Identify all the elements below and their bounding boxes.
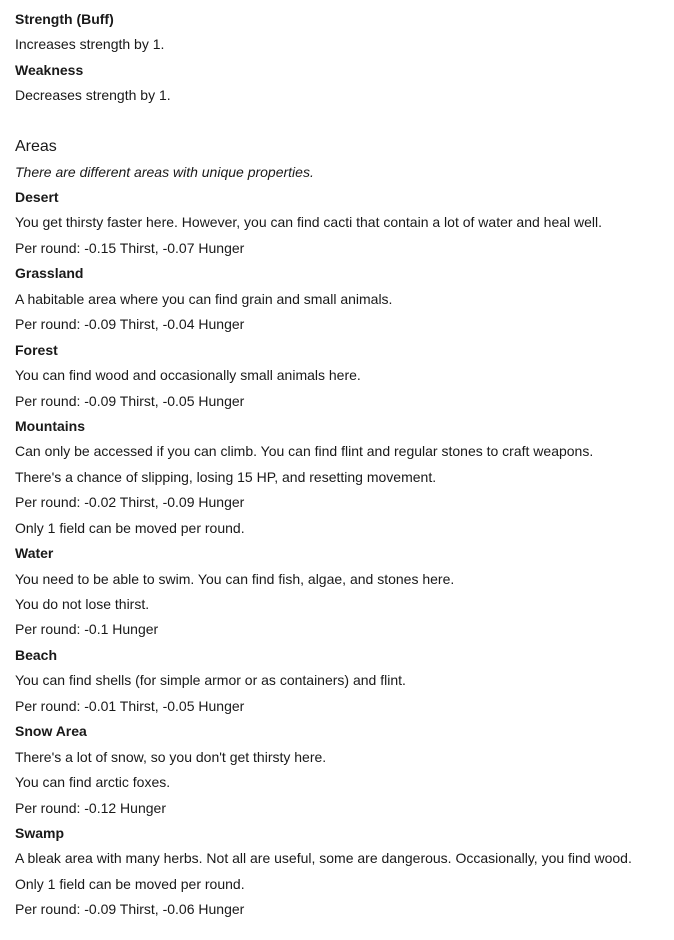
effect-heading-strength: Strength (Buff) [15, 11, 114, 27]
effect-description: Decreases strength by 1. [15, 87, 171, 104]
area-heading-beach: Beach [15, 646, 58, 663]
area-per-round: Per round: -0.15 Thirst, -0.07 Hunger [15, 239, 245, 256]
area-heading-desert: Desert [15, 189, 59, 206]
area-per-round: Per round: -0.1 Hunger [15, 621, 159, 638]
areas-intro: There are different areas with unique properties. [15, 163, 314, 180]
area-line: A bleak area with many herbs. Not all are useful, some are dangerous. Occasionally, you find wood. [15, 850, 632, 867]
area-per-round: Per round: -0.09 Thirst, -0.04 Hunger [15, 316, 245, 333]
area-per-round: Per round: -0.09 Thirst, -0.06 Hunger [15, 901, 245, 918]
area-line: A habitable area where you can find grain and small animals. [15, 290, 393, 307]
area-line: There's a chance of slipping, losing 15 HP, and resetting movement. [15, 468, 437, 485]
area-heading-grassland: Grassland [15, 265, 84, 282]
area-per-round: Per round: -0.09 Thirst, -0.05 Hunger [15, 392, 245, 409]
blank-line [15, 109, 654, 134]
area-heading-mountains: Mountains [15, 417, 85, 434]
area-line: You do not lose thirst. [15, 596, 150, 613]
area-line: You can find shells (for simple armor or as containers) and flint. [15, 672, 406, 689]
section-title-areas: Areas [15, 138, 57, 156]
area-line: You need to be able to swim. You can find fish, algae, and stones here. [15, 570, 455, 587]
area-heading-snow-area: Snow Area [15, 723, 87, 740]
area-line: Can only be accessed if you can climb. You can find flint and regular stones to craft weapons. [15, 443, 594, 460]
area-line: Only 1 field can be moved per round. [15, 875, 245, 892]
area-heading-water: Water [15, 545, 54, 562]
area-per-round: Per round: -0.02 Thirst, -0.09 Hunger [15, 494, 245, 511]
area-heading-forest: Forest [15, 341, 58, 358]
area-line: You can find arctic foxes. [15, 774, 171, 791]
effect-heading-weakness: Weakness [15, 61, 84, 78]
area-per-round: Per round: -0.01 Thirst, -0.05 Hunger [15, 697, 245, 714]
area-per-round: Per round: -0.12 Hunger [15, 799, 166, 816]
area-line: There's a lot of snow, so you don't get thirsty here. [15, 748, 327, 765]
area-line: You get thirsty faster here. However, you can find cacti that contain a lot of water and heal well. [15, 214, 603, 231]
area-heading-swamp: Swamp [15, 824, 65, 841]
area-line: You can find wood and occasionally small animals here. [15, 367, 361, 384]
effect-description: Increases strength by 1. [15, 36, 165, 53]
area-line: Only 1 field can be moved per round. [15, 519, 245, 536]
